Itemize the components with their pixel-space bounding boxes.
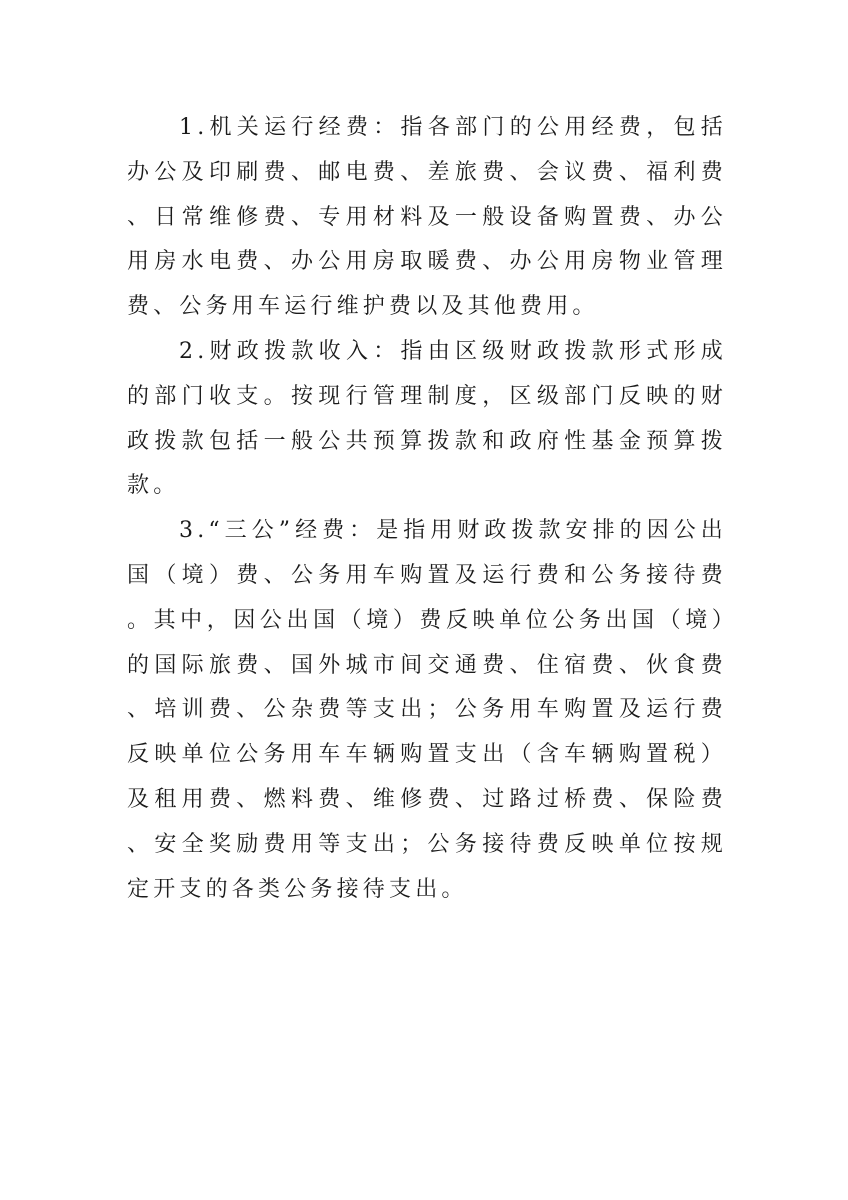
paragraph-three-public-expenses: 3.“三公”经费：是指用财政拨款安排的因公出国（境）费、公务用车购置及运行费和公务接待费。其中，因公出国（境）费反映单位公务出国（境）的国际旅费、国外城市间交通费、住宿费、伙食费、培训费、公杂费等支出；公务用车购置及运行费反映单位公务用车车辆购置支出（含车辆购置税）及租用费、燃料费、维修费、过路过桥费、保险费、安全奖励费用等支出；公务接待费反映单位按规定开支的各类公务接待支出。 xyxy=(127,518,727,902)
paragraph-operating-expenses: 1.机关运行经费：指各部门的公用经费，包括办公及印刷费、邮电费、差旅费、会议费、福利费、日常维修费、专用材料及一般设备购置费、办公用房水电费、办公用房取暖费、办公用房物业管理费、公务用车运行维护费以及其他费用。 xyxy=(127,115,727,320)
document-body xyxy=(127,106,727,912)
paragraph-fiscal-appropriation-income: 2.财政拨款收入：指由区级财政拨款形式形成的部门收支。按现行管理制度，区级部门反映的财政拨款包括一般公共预算拨款和政府性基金预算拨款。 xyxy=(127,338,727,499)
